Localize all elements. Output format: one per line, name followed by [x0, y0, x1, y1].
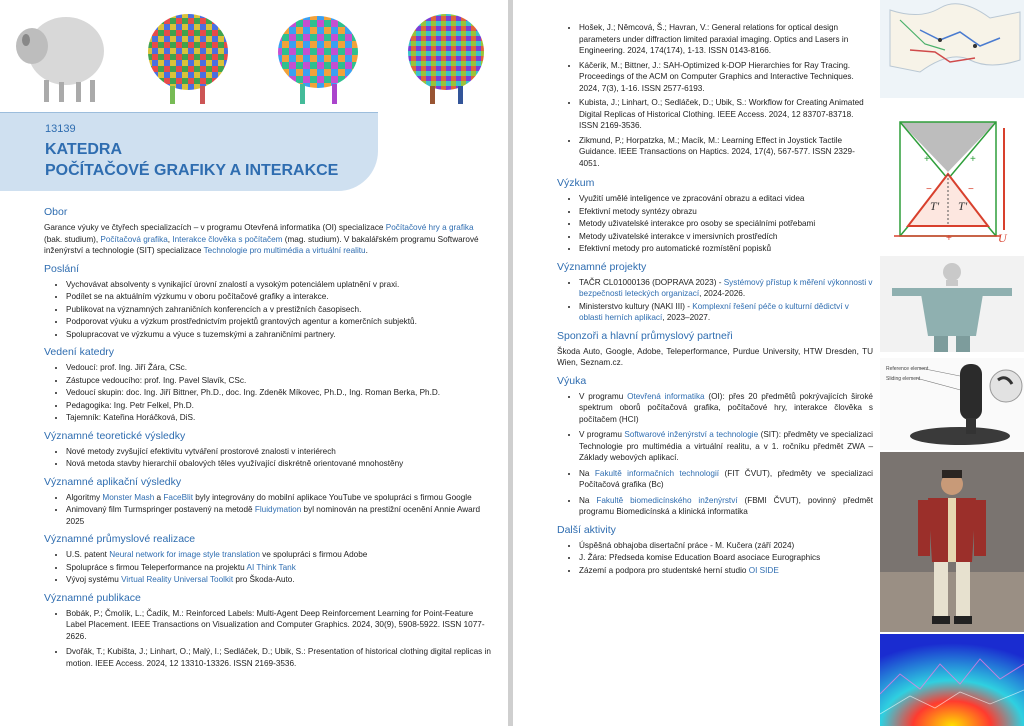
link-project-tacr[interactable]: Systémový přístup k měření výkonnosti v bezpečnosti leteckých organizací	[579, 277, 873, 298]
vyuka-text: (FIT ČVUT), předměty ve specializaci Počítačová grafika (Bc)	[579, 468, 874, 489]
projekty-heading: Významné projekty	[557, 260, 647, 273]
list-item	[579, 429, 873, 464]
diagram-plus-right: +	[970, 154, 976, 165]
link-project-naki[interactable]: Komplexní řešení péče o kulturní dědictví v oblasti herních aplikací	[579, 301, 849, 322]
list-item	[579, 301, 873, 324]
list-item: • Podporovat výuku a výzkum prostřednictvím projektů grantových agentur a komerčních subjektů.	[66, 316, 494, 328]
apl-text: Algoritmy	[66, 492, 103, 502]
vyuka-text: (FBMI ČVUT), povinný předmět programu Biomedicínská a klinická informatika	[579, 495, 873, 516]
left-content	[44, 206, 494, 675]
apl-heading: Významné aplikační výsledky	[44, 475, 182, 488]
link-vr-toolkit[interactable]: Virtual Reality Universal Toolkit	[121, 575, 234, 584]
list-item: • Zástupce vedoucího: prof. Ing. Pavel Slavík, CSc.	[66, 375, 494, 387]
section-vedeni	[44, 346, 494, 424]
sheep-colored-patches-image	[140, 6, 236, 106]
right-content	[557, 22, 873, 582]
list-item	[579, 468, 873, 491]
list-item: • Využití umělé inteligence ve zpracování obrazu a editaci videa	[579, 193, 873, 205]
section-teoreticke	[44, 430, 494, 470]
vyuka-heading: Výuka	[557, 374, 587, 387]
avatar-model-image	[880, 256, 1024, 352]
section-prumyslove	[44, 533, 494, 586]
diagram-minus-right: −	[968, 184, 974, 195]
section-dalsi	[557, 524, 873, 577]
list-item	[66, 549, 494, 561]
obor-text-2: (bak. studium),	[44, 234, 101, 244]
list-item	[66, 574, 494, 586]
joystick-label-reference: Reference element	[886, 366, 929, 372]
obor-heading: Obor	[44, 206, 68, 218]
list-item	[579, 391, 873, 426]
list-item: • Spolupracovat ve výzkumu a výuce s tuzemskými a zahraničními partnery.	[66, 329, 494, 341]
diagram-minus-left: −	[926, 184, 932, 195]
obor-text-1: Garance výuky ve čtyřech specializacích – v programu Otevřená informatika (OI) specializace	[44, 223, 386, 232]
vyuka-text: (OI): přes 20 předmětů pokrývajících široké spektrum oborů počítačová grafika, počítačové hry, interakce člověka s počítačem (HCI)	[579, 391, 873, 424]
section-poslani	[44, 263, 494, 341]
vyuka-text: Na	[579, 468, 595, 478]
prum-text: pro Škoda-Auto.	[233, 575, 295, 584]
list-item: • Vychovávat absolventy s vynikající úrovní znalostí a vysokým potenciálem uplatnění v praxi.	[66, 279, 494, 291]
apl-text: byl nominován na prestižní ocenění Annie Award 2025	[66, 505, 481, 526]
list-item: • Metody uživatelské interakce pro osoby se speciálními potřebami	[579, 218, 873, 230]
link-ai-think-tank[interactable]: AI Think Tank	[246, 562, 296, 572]
link-oi-side[interactable]: OI SIDE	[748, 565, 779, 575]
partneri-text: Škoda Auto, Google, Adobe, Teleperformance, Purdue University, HTW Dresden, TU Wien, Seznam.cz.	[557, 346, 873, 367]
obor-text	[44, 222, 494, 257]
apl-text: a	[154, 492, 164, 502]
list-item: • Úspěšná obhajoba disertační práce - M. Kučera (září 2024)	[579, 540, 873, 552]
list-item: • Vedoucí skupin: doc. Ing. Jiří Bittner, Ph.D., doc. Ing. Zdeněk Míkovec, Ph.D., Ing. Roman Berka, Ph.D.	[66, 387, 494, 399]
list-item: • J. Žára: Předseda komise Education Board asociace Eurographics	[579, 552, 873, 564]
list-item: • Podílet se na aktuálním výzkumu v oboru počítačové grafiky a interakce.	[66, 291, 494, 303]
link-technologie-multimedia[interactable]: Technologie pro multimédia a virtuální realitu	[203, 246, 366, 255]
optics-diagram	[880, 112, 1024, 242]
list-item: • Efektivní metody syntézy obrazu	[579, 206, 873, 218]
projekty-text: TAČR CL01000136 (DOPRAVA 2023) -	[579, 277, 724, 287]
list-item	[66, 504, 494, 527]
link-pocitacova-grafika[interactable]: Počítačová grafika	[100, 234, 168, 244]
sheep-illustrations	[14, 0, 504, 112]
diagram-plus-left: +	[924, 154, 930, 165]
link-monster-mash[interactable]: Monster Mash	[102, 492, 155, 502]
vyuka-text: Na	[579, 495, 597, 505]
list-item: • Bobák, P.; Čmolík, L.; Čadík, M.: Reinforced Labels: Multi-Agent Deep Reinforcement Learning for Point-Feature Label Placement. IEEE Transactions on Visualization and Computer Graphics. 2024, 30(9), 5908-5922. ISSN 1077-2626.	[66, 608, 494, 643]
department-code: 13139	[45, 123, 76, 135]
vyuka-text: (SIT): předměty ve specializaci Technologie pro multimédia a virtuální realitu, a v 1. ročníku předmět ZWA – Základy webových aplikací.	[579, 430, 873, 462]
sheep-voronoi-image	[396, 6, 492, 106]
section-publikace-cont	[557, 22, 873, 169]
apl-text: byly integrovány do mobilní aplikace YouTube ve spolupráci s firmou Google	[192, 492, 472, 502]
list-item	[66, 492, 494, 504]
map-image	[880, 0, 1024, 98]
list-item: • Káčerik, M.; Bittner, J.: SAH-Optimized k-DOP Hierarchies for Ray Tracing. Proceedings of the ACM on Computer Graphics and Interactive Techniques. 2024, 7(3), 1-16. ISSN 2577-6193.	[579, 60, 873, 95]
projekty-text: , 2024-2026.	[699, 289, 746, 298]
list-item: • Vedoucí: prof. Ing. Jiří Žára, CSc.	[66, 362, 494, 374]
list-item	[66, 562, 494, 574]
department-title-line2: POČÍTAČOVÉ GRAFIKY A INTERAKCE	[45, 162, 339, 179]
diagram-label-t-left: T'	[930, 199, 940, 213]
projekty-text: Ministerstvo kultury (NAKI III) -	[579, 301, 693, 311]
section-aplikacni	[44, 476, 494, 528]
list-item: • Zikmund, P.; Horpatzka, M.; Macík, M.: Learning Effect in Joystick Tactile Guidance. IEEE Transactions on Haptics. 2024, 17(4), 567-577. ISSN 2329-4051.	[579, 135, 873, 170]
apl-text: Animovaný film Turmspringer postavený na metodě	[66, 505, 255, 514]
sheep-grey-image	[14, 6, 110, 106]
list-item	[579, 565, 873, 577]
prum-text: Vývoj systému	[66, 575, 122, 584]
department-title-line1: KATEDRA	[45, 141, 123, 158]
prum-text: U.S. patent	[66, 550, 110, 559]
diagram-label-t-right: T'	[958, 199, 968, 213]
list-item: • Nová metoda stavby hierarchií obalových těles využívající diskrétně orientované mnohostěny	[66, 458, 494, 470]
link-otevrena-informatika[interactable]: Otevřená informatika	[627, 391, 705, 401]
section-partneri	[557, 330, 873, 369]
prum-heading: Významné průmyslové realizace	[44, 533, 196, 545]
vyuka-text: V programu	[579, 430, 625, 439]
list-item	[579, 495, 873, 518]
vyuka-text: V programu	[579, 391, 628, 401]
list-item: • Publikovat na významných zahraničních konferencích a v prestižních časopisech.	[66, 304, 494, 316]
link-pocitacove-hry[interactable]: Počítačové hry a grafika	[385, 223, 474, 232]
link-fit[interactable]: Fakultě informačních technologií	[594, 468, 720, 478]
link-interakce-cloveka[interactable]: Interakce člověka s počítačem	[172, 234, 283, 244]
section-projekty	[557, 261, 873, 324]
left-page	[0, 0, 508, 726]
joystick-image	[880, 358, 1024, 450]
projekty-text: , 2023–2027.	[662, 313, 711, 322]
historical-clothing-image	[880, 452, 1024, 632]
prum-text: Spolupráce s firmou Teleperformance na projektu	[66, 562, 247, 572]
link-fbmi[interactable]: Fakultě biomedicínského inženýrství	[596, 495, 738, 505]
prum-text: ve spolupráci s firmou Adobe	[259, 550, 368, 559]
link-fluidymation[interactable]: Fluidymation	[254, 505, 302, 514]
joystick-label-sliding: Sliding element	[886, 376, 921, 382]
list-item: • Dvořák, T.; Kubišta, J.; Linhart, O.; Malý, I.; Sedláček, D.; Ubik, S.: Presentation of historical clothing digital replicas in motion. IEEE Access. 2024, 12 13310-13326. ISSN 2169-3536.	[66, 646, 494, 669]
vyzkum-heading: Výzkum	[557, 177, 595, 189]
link-softwarove-inzenyrstvi[interactable]: Softwarové inženýrství a technologie	[624, 430, 759, 439]
dalsi-heading: Další aktivity	[557, 523, 616, 536]
diagram-label-u: U	[998, 231, 1007, 242]
list-item: • Efektivní metody pro automatické rozmístění popisků	[579, 243, 873, 255]
list-item: • Hošek, J.; Němcová, Š.; Havran, V.: General relations for optical design parameters under diffraction limited paraxial imaging. Optics and Lasers in Engineering. 2024, 174(174), 1-13. ISSN 0143-8166.	[579, 22, 873, 57]
list-item: • Tajemník: Kateřina Horáčková, DiS.	[66, 412, 494, 424]
section-vyzkum	[557, 177, 873, 255]
teor-heading: Významné teoretické výsledky	[44, 429, 186, 442]
obor-text-5: .	[365, 246, 368, 255]
list-item: • Kubista, J.; Linhart, O.; Sedláček, D.; Ubik, S.: Workflow for Creating Animated Digital Replicas of Historical Clothing. IEEE Access. 2024, 12 83707-83718. ISSN 2169-3536.	[579, 97, 873, 132]
obor-text-4: (mag. studium). V bakalářském programu Softwarové inženýrství a technologie (SIT) specializace	[44, 234, 479, 255]
list-item: • Nové metody zvyšující efektivitu vytváření prostorové znalosti v interiérech	[66, 446, 494, 458]
section-publikace	[44, 592, 494, 670]
link-neural-network-patent[interactable]: Neural network for image style translation	[109, 550, 260, 559]
right-page	[513, 0, 1024, 726]
dalsi-text: Zázemí a podpora pro studentské herní studio	[579, 565, 749, 575]
section-obor	[44, 206, 494, 257]
list-item: • Pedagogika: Ing. Petr Felkel, Ph.D.	[66, 400, 494, 412]
list-item: • Metody uživatelské interakce v imersivních prostředích	[579, 231, 873, 243]
heatmap-render-image	[880, 634, 1024, 726]
partneri-heading: Sponzoři a hlavní průmyslový partneři	[557, 329, 733, 342]
diagram-plus-bottom: +	[946, 233, 952, 242]
department-title	[45, 139, 338, 181]
publ-heading: Významné publikace	[44, 591, 141, 604]
department-title-box	[0, 112, 378, 191]
poslani-heading: Poslání	[44, 262, 80, 275]
sheep-segmented-image	[268, 6, 364, 106]
vedeni-heading: Vedení katedry	[44, 346, 115, 358]
link-faceblit[interactable]: FaceBlit	[163, 492, 193, 502]
list-item	[579, 277, 873, 300]
obor-text-3: ,	[167, 234, 173, 244]
section-vyuka	[557, 375, 873, 518]
